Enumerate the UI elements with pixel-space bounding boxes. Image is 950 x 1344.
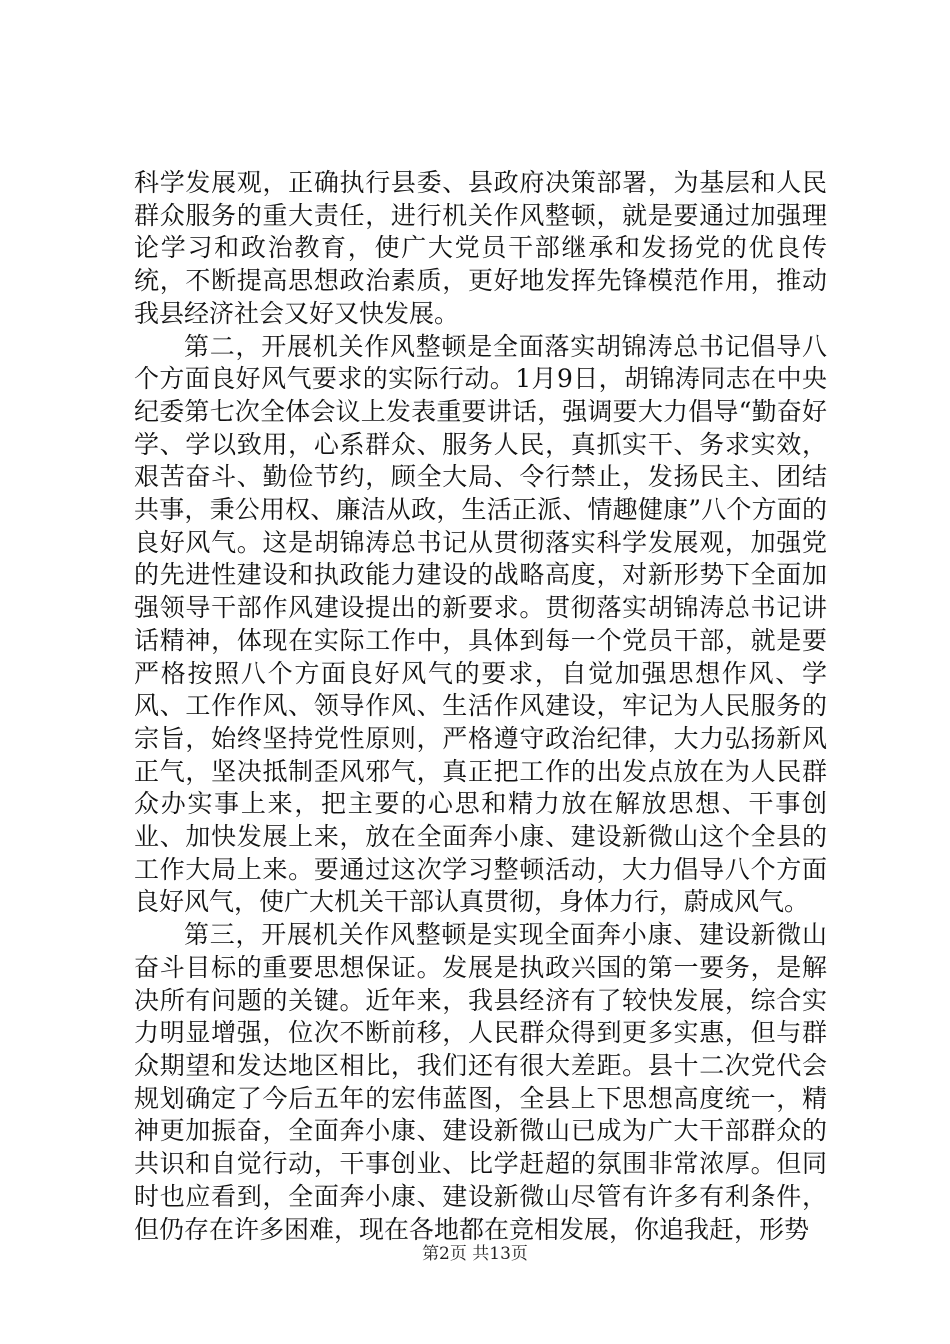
page-number-label: 第2页 共13页 — [422, 1244, 528, 1264]
paragraph-1: 科学发展观，正确执行县委、县政府决策部署，为基层和人民群众服务的重大责任，进行机关作风整顿，就是要通过加强理论学习和政治教育，使广大党员干部继承和发扬党的优良传统，不断提高思想政治素质，更好地发挥先锋模范作用，推动我县经济社会又好又快发展。 — [134, 168, 827, 328]
paragraph-2: 第二，开展机关作风整顿是全面落实胡锦涛总书记倡导八个方面良好风气要求的实际行动。1月9日，胡锦涛同志在中央纪委第七次全体会议上发表重要讲话，强调要大力倡导“勤奋好学、学以致用，心系群众、服务人民，真抓实干、务求实效，艰苦奋斗、勤俭节约，顾全大局、令行禁止，发扬民主、团结共事，秉公用权、廉洁从政，生活正派、情趣健康”八个方面的良好风气。这是胡锦涛总书记从贯彻落实科学发展观，加强党的先进性建设和执政能力建设的战略高度，对新形势下全面加强领导干部作风建设提出的新要求。贯彻落实胡锦涛总书记讲话精神，体现在实际工作中，具体到每一个党员干部，就是要严格按照八个方面良好风气的要求，自觉加强思想作风、学风、工作作风、领导作风、生活作风建设，牢记为人民服务的宗旨，始终坚持党性原则，严格遵守政治纪律，大力弘扬新风正气，坚决抵制歪风邪气，真正把工作的出发点放在为人民群众办实事上来，把主要的心思和精力放在解放思想、干事创业、加快发展上来，放在全面奔小康、建设新微山这个全县的工作大局上来。要通过这次学习整顿活动，大力倡导八个方面良好风气，使广大机关干部认真贯彻，身体力行，蔚成风气。 — [134, 331, 827, 917]
page-footer — [0, 1239, 950, 1264]
paragraph-3: 第三，开展机关作风整顿是实现全面奔小康、建设新微山奋斗目标的重要思想保证。发展是执政兴国的第一要务，是解决所有问题的关键。近年来，我县经济有了较快发展，综合实力明显增强，位次不断前移，人民群众得到更多实惠，但与群众期望和发达地区相比，我们还有很大差距。县十二次党代会规划确定了今后五年的宏伟蓝图，全县上下思想高度统一，精神更加振奋，全面奔小康、建设新微山已成为广大干部群众的共识和自觉行动，干事创业、比学赶超的氛围非常浓厚。但同时也应看到，全面奔小康、建设新微山尽管有许多有利条件，但仍存在许多困难，现在各地都在竞相发展，你追我赶，形势 — [134, 920, 827, 1244]
body-text — [134, 167, 827, 1246]
